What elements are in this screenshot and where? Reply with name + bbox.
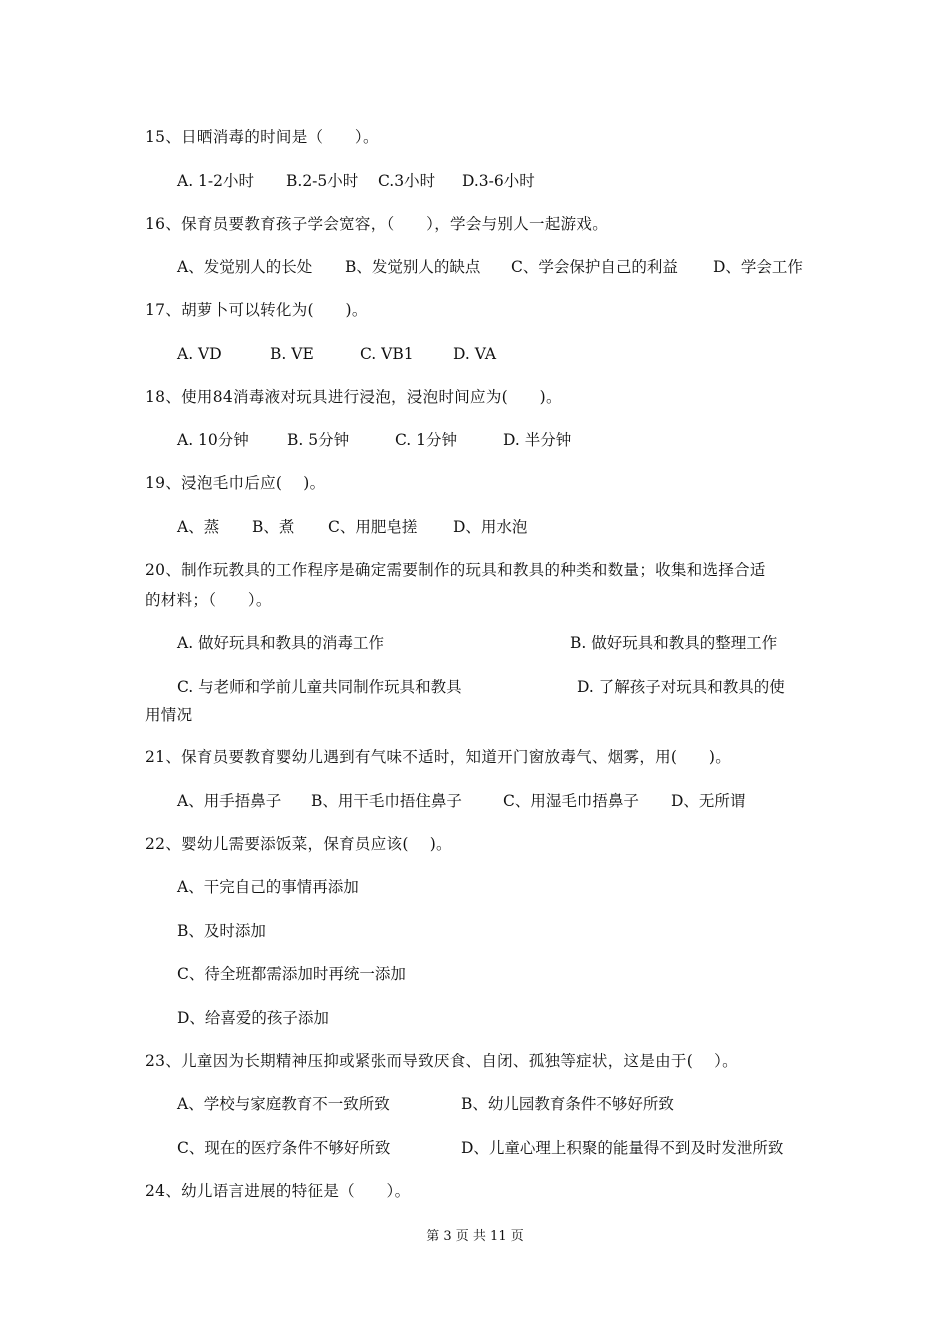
question-15-option-d: D.3-6小时 [462,172,535,190]
question-15-stem: 15、日晒消毒的时间是（ ）。 [145,128,379,146]
question-22-option-a: A、干完自己的事情再添加 [177,878,359,896]
question-15-option-a: A. 1-2小时 [177,172,255,190]
question-18-option-a: A. 10分钟 [177,431,249,449]
question-22-option-c: C、待全班都需添加时再统一添加 [177,965,406,983]
question-17-option-c: C. VB1 [360,345,414,363]
question-16-option-a: A、发觉别人的长处 [177,258,313,276]
question-18-stem: 18、使用84消毒液对玩具进行浸泡，浸泡时间应为( )。 [145,388,562,406]
question-20-option-a: A. 做好玩具和教具的消毒工作 [177,634,385,652]
question-19-option-b: B、煮 [252,518,295,536]
question-21-option-a: A、用手捂鼻子 [177,792,282,810]
question-18-option-b: B. 5分钟 [287,431,350,449]
question-23-option-d: D、儿童心理上积聚的能量得不到及时发泄所致 [461,1139,784,1157]
question-22-stem: 22、婴幼儿需要添饭菜，保育员应该( )。 [145,835,452,853]
question-23-stem: 23、儿童因为长期精神压抑或紧张而导致厌食、自闭、孤独等症状，这是由于( ）。 [145,1052,738,1070]
question-17-option-b: B. VE [270,345,314,363]
question-24-stem: 24、幼儿语言进展的特征是（ ）。 [145,1182,411,1200]
question-21-option-d: D、无所谓 [671,792,746,810]
page-number-footer: 第 3 页 共 11 页 [426,1229,524,1244]
question-19-stem: 19、浸泡毛巾后应( )。 [145,474,326,492]
question-21-option-c: C、用湿毛巾捂鼻子 [503,792,639,810]
question-20-stem-continued: 的材料；（ ）。 [145,591,272,609]
question-22-option-d: D、给喜爱的孩子添加 [177,1009,329,1027]
question-17-option-a: A. VD [177,345,222,363]
question-23-option-b: B、幼儿园教育条件不够好所致 [461,1095,674,1113]
question-20-option-d: D. 了解孩子对玩具和教具的使 [577,678,785,696]
question-21-stem: 21、保育员要教育婴幼儿遇到有气味不适时，知道开门窗放毒气、烟雾，用( )。 [145,748,732,766]
question-19-option-a: A、蒸 [177,518,220,536]
question-16-option-d: D、学会工作 [713,258,803,276]
question-18-option-c: C. 1分钟 [395,431,458,449]
question-16-option-c: C、学会保护自己的利益 [511,258,678,276]
question-17-stem: 17、胡萝卜可以转化为( )。 [145,301,368,319]
question-20-option-c: C. 与老师和学前儿童共同制作玩具和教具 [177,678,462,696]
question-19-option-d: D、用水泡 [453,518,528,536]
question-15-option-b: B.2-5小时 [286,172,359,190]
question-15-option-c: C.3小时 [378,172,436,190]
question-20-stem: 20、制作玩教具的工作程序是确定需要制作的玩具和教具的种类和数量；收集和选择合适 [145,561,766,579]
question-19-option-c: C、用肥皂搓 [328,518,418,536]
question-21-option-b: B、用干毛巾捂住鼻子 [311,792,462,810]
question-16-option-b: B、发觉别人的缺点 [345,258,481,276]
question-16-stem: 16、保育员要教育孩子学会宽容，（ ），学会与别人一起游戏。 [145,215,609,233]
question-20-option-b: B. 做好玩具和教具的整理工作 [570,634,778,652]
question-20-option-d-continued: 用情况 [145,706,193,724]
question-18-option-d: D. 半分钟 [503,431,572,449]
question-22-option-b: B、及时添加 [177,922,266,940]
question-23-option-c: C、现在的医疗条件不够好所致 [177,1139,391,1157]
question-17-option-d: D. VA [453,345,497,363]
question-23-option-a: A、学校与家庭教育不一致所致 [177,1095,390,1113]
